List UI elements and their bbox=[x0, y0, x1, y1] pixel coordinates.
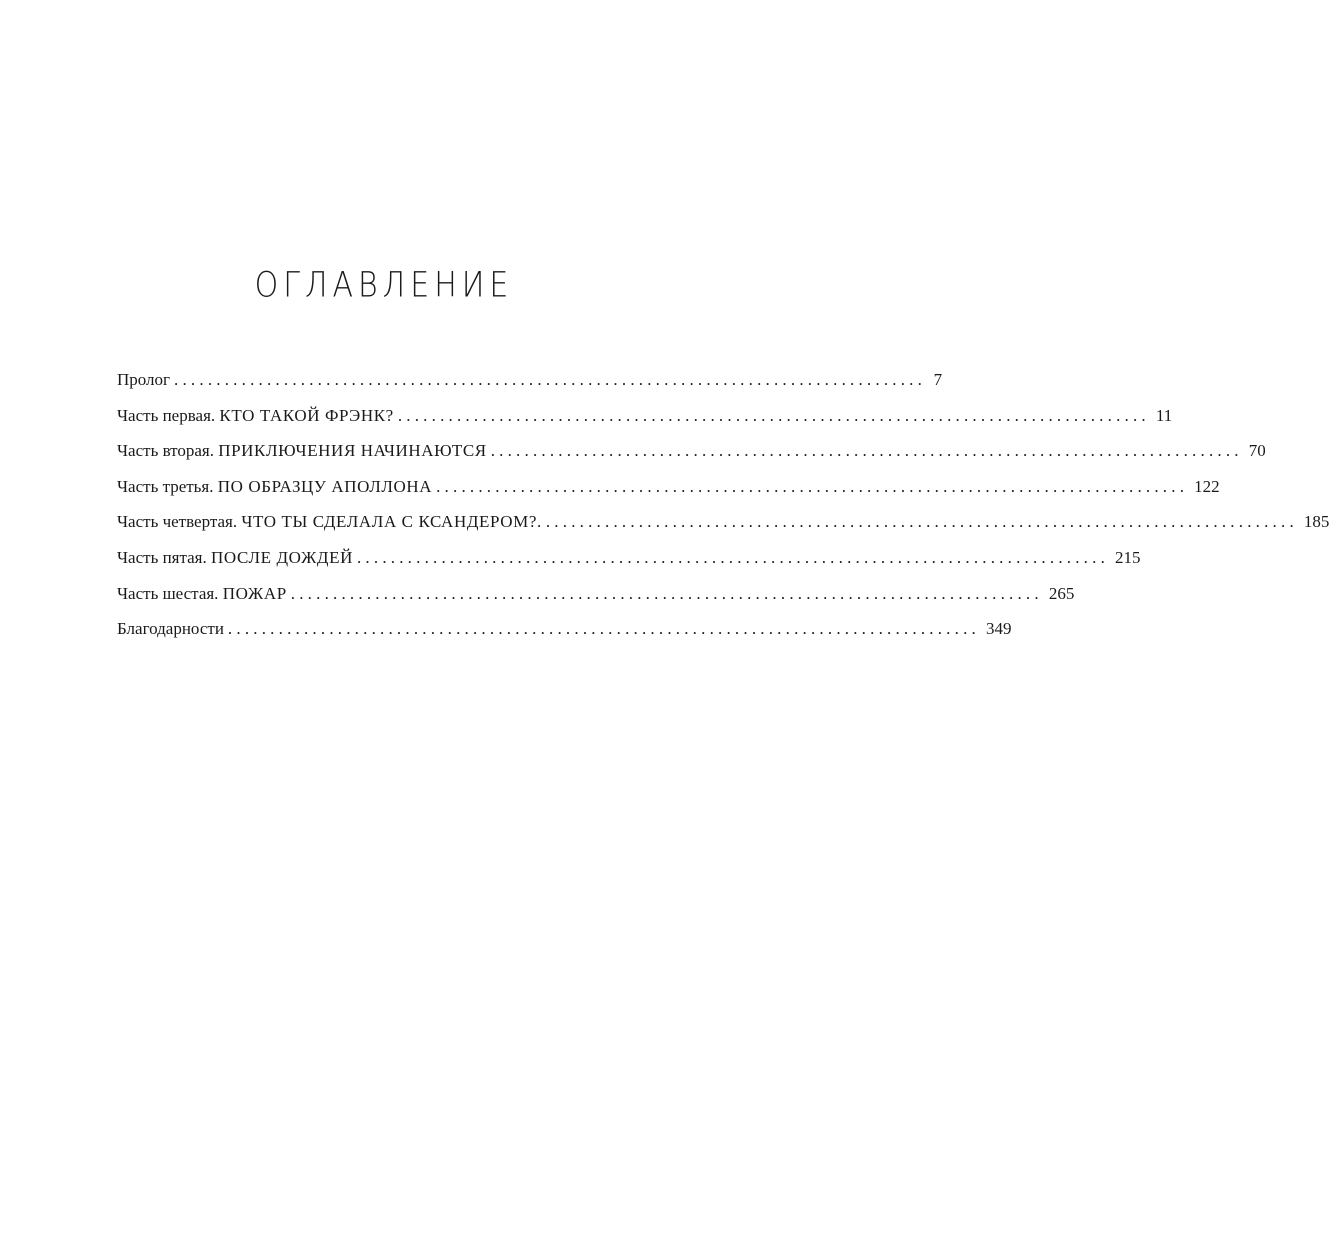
toc-part: Часть первая. bbox=[117, 405, 216, 425]
toc-entry-part-4[interactable] bbox=[117, 512, 1329, 548]
toc-entry-label bbox=[117, 441, 487, 461]
toc-leader-dots: ......................................................................................... bbox=[290, 583, 1043, 603]
toc-leader-dots: ......................................................................................... bbox=[356, 547, 1110, 567]
toc-leader-dots: ......................................................................................... bbox=[174, 370, 927, 389]
toc-leader-dots: ......................................................................................... bbox=[490, 441, 1243, 461]
toc-page-number: 265 bbox=[1048, 583, 1075, 603]
toc-entry-label bbox=[117, 548, 353, 568]
toc-entry-label bbox=[117, 370, 170, 390]
page-title: ОГЛАВЛЕНИЕ bbox=[254, 265, 514, 306]
toc-entry-part-6[interactable] bbox=[117, 583, 1075, 620]
toc-entry-part-1[interactable] bbox=[117, 405, 1173, 442]
toc-page-number: 349 bbox=[985, 619, 1012, 639]
toc-leader-dots: ......................................................................................... bbox=[227, 619, 980, 639]
toc-part-title: ПОСЛЕ ДОЖДЕЙ bbox=[211, 547, 353, 567]
toc-part-title: КТО ТАКОЙ ФРЭНК? bbox=[219, 405, 394, 425]
toc-part-title: ПО ОБРАЗЦУ АПОЛЛОНА bbox=[217, 476, 433, 496]
toc-entry-prologue[interactable] bbox=[117, 370, 943, 406]
toc-leader-dots: ......................................................................................... bbox=[545, 512, 1298, 532]
toc-page-number: 122 bbox=[1194, 476, 1220, 496]
toc-entry-label bbox=[117, 584, 287, 604]
toc-page-number: 185 bbox=[1303, 512, 1329, 532]
toc-entry-label bbox=[117, 406, 394, 426]
toc-leader-dots: ......................................................................................... bbox=[397, 405, 1150, 425]
toc-part: Часть третья. bbox=[117, 476, 214, 496]
toc-part-title: ПОЖАР bbox=[222, 583, 287, 603]
toc-entry-label bbox=[117, 477, 432, 497]
toc-entry-label bbox=[117, 619, 224, 639]
toc-part-title: ЧТО ТЫ СДЕЛАЛА С КСАНДЕРОМ?. bbox=[241, 512, 542, 532]
toc-part: Часть четвертая. bbox=[117, 512, 238, 532]
toc-entry-acknowledgements[interactable] bbox=[117, 619, 1012, 655]
toc-entry-part-3[interactable] bbox=[117, 476, 1220, 513]
toc-part-title: ПРИКЛЮЧЕНИЯ НАЧИНАЮТСЯ bbox=[218, 441, 487, 461]
toc-leader-dots: ......................................................................................... bbox=[436, 476, 1189, 496]
toc-page-number: 7 bbox=[933, 370, 943, 389]
toc-part: Часть шестая. bbox=[117, 583, 219, 603]
table-of-contents bbox=[117, 370, 1329, 655]
toc-page-number: 215 bbox=[1115, 547, 1141, 567]
toc-part: Часть пятая. bbox=[117, 547, 207, 567]
toc-entry-part-5[interactable] bbox=[117, 547, 1141, 584]
toc-entry-part-2[interactable] bbox=[117, 441, 1266, 477]
toc-page-number: 70 bbox=[1248, 441, 1266, 461]
toc-part: Часть вторая. bbox=[117, 441, 214, 461]
toc-part: Пролог bbox=[117, 370, 171, 389]
toc-page-number: 11 bbox=[1155, 405, 1173, 425]
toc-entry-label bbox=[117, 512, 542, 532]
toc-part: Благодарности bbox=[117, 619, 224, 639]
